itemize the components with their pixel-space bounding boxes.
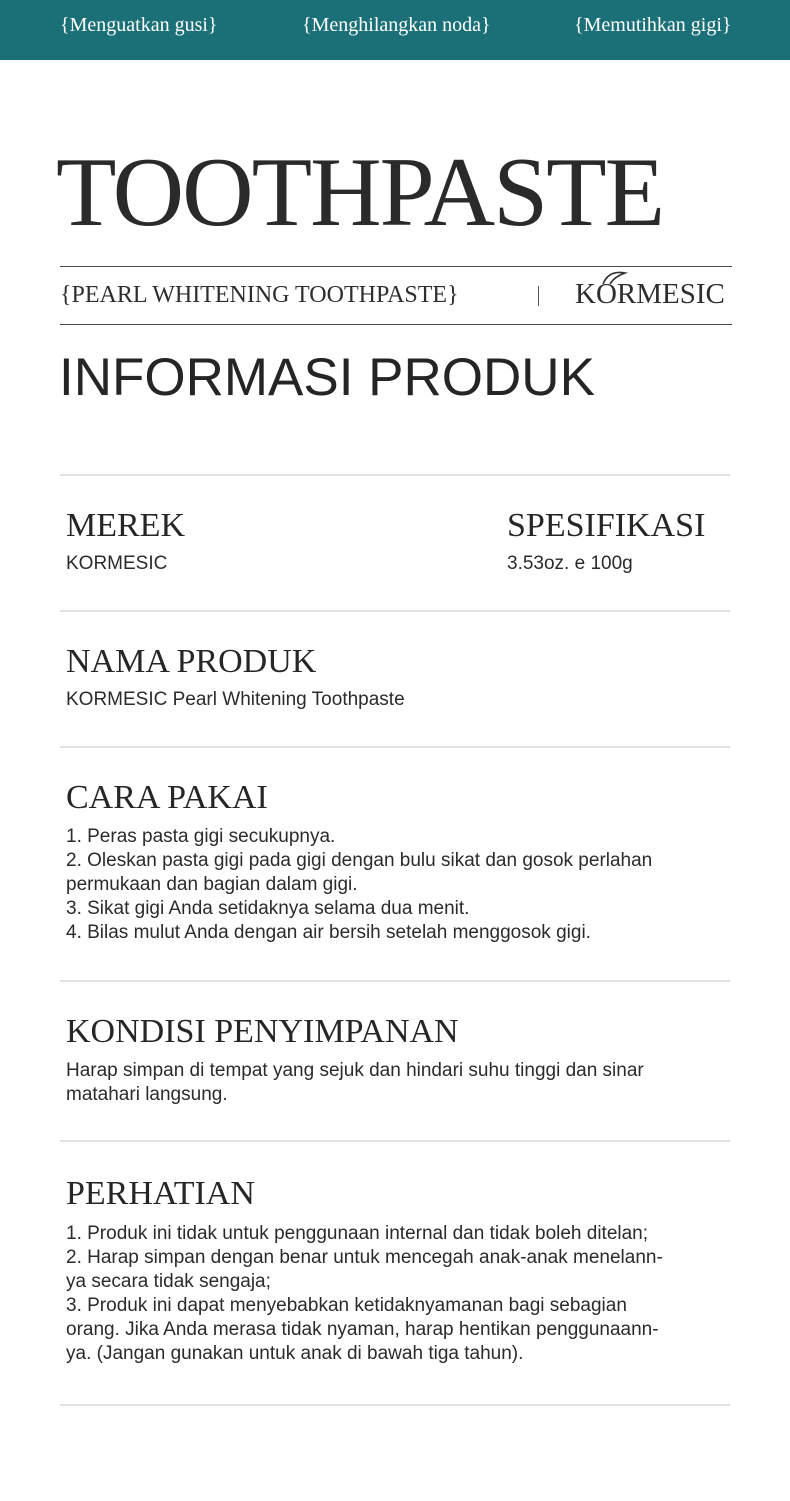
caution-label: PERHATIAN (66, 1175, 255, 1212)
product-name-label: NAMA PRODUK (66, 643, 317, 680)
storage-label: KONDISI PENYIMPANAN (66, 1013, 459, 1050)
subtitle-divider (538, 286, 539, 306)
storage-line: matahari langsung. (66, 1084, 228, 1105)
divider (60, 1404, 730, 1406)
caution-line: ya secara tidak sengaja; (66, 1271, 271, 1292)
banner-tag-whitening: {Memutihkan gigi} (574, 14, 732, 36)
usage-label: CARA PAKAI (66, 779, 268, 816)
product-name-value: KORMESIC Pearl Whitening Toothpaste (66, 689, 405, 710)
usage-instructions (66, 825, 652, 945)
caution-line: orang. Jika Anda merasa tidak nyaman, harap hentikan penggunaann- (66, 1319, 659, 1340)
divider (60, 746, 730, 748)
caution-line: 1. Produk ini tidak untuk penggunaan internal dan tidak boleh ditelan; (66, 1223, 649, 1244)
usage-line: 4. Bilas mulut Anda dengan air bersih setelah menggosok gigi. (66, 922, 591, 943)
page-title: TOOTHPASTE (56, 138, 664, 247)
caution-line: 2. Harap simpan dengan benar untuk mencegah anak-anak menelann- (66, 1247, 663, 1268)
brand-value: KORMESIC (66, 553, 168, 574)
storage-line: Harap simpan di tempat yang sejuk dan hindari suhu tinggi dan sinar (66, 1060, 644, 1081)
caution-line: 3. Produk ini dapat menyebabkan ketidaknyamanan bagi sebagian (66, 1295, 627, 1316)
title-rule-top (60, 266, 732, 267)
brand-label: MEREK (66, 507, 185, 544)
caution-line: ya. (Jangan gunakan untuk anak di bawah tiga tahun). (66, 1343, 524, 1364)
divider (60, 610, 730, 612)
leaf-icon (601, 270, 629, 286)
top-banner (0, 0, 790, 60)
product-subtitle: {PEARL WHITENING TOOTHPASTE} (60, 282, 459, 308)
usage-line: 2. Oleskan pasta gigi pada gigi dengan bulu sikat dan gosok perlahan (66, 850, 653, 871)
storage-text (66, 1059, 644, 1107)
brand-logo: KORMESIC (575, 278, 725, 310)
usage-line: permukaan dan bagian dalam gigi. (66, 874, 358, 895)
divider (60, 1140, 730, 1142)
usage-line: 1. Peras pasta gigi secukupnya. (66, 826, 336, 847)
title-rule-bottom (60, 324, 732, 325)
divider (60, 980, 730, 982)
divider (60, 474, 730, 476)
usage-line: 3. Sikat gigi Anda setidaknya selama dua menit. (66, 898, 470, 919)
section-heading: INFORMASI PRODUK (59, 348, 595, 407)
banner-tag-gums: {Menguatkan gusi} (60, 14, 218, 36)
caution-text (66, 1222, 663, 1366)
banner-tag-stains: {Menghilangkan noda} (302, 14, 491, 36)
spec-label: SPESIFIKASI (507, 507, 706, 544)
spec-value: 3.53oz. e 100g (507, 553, 633, 574)
